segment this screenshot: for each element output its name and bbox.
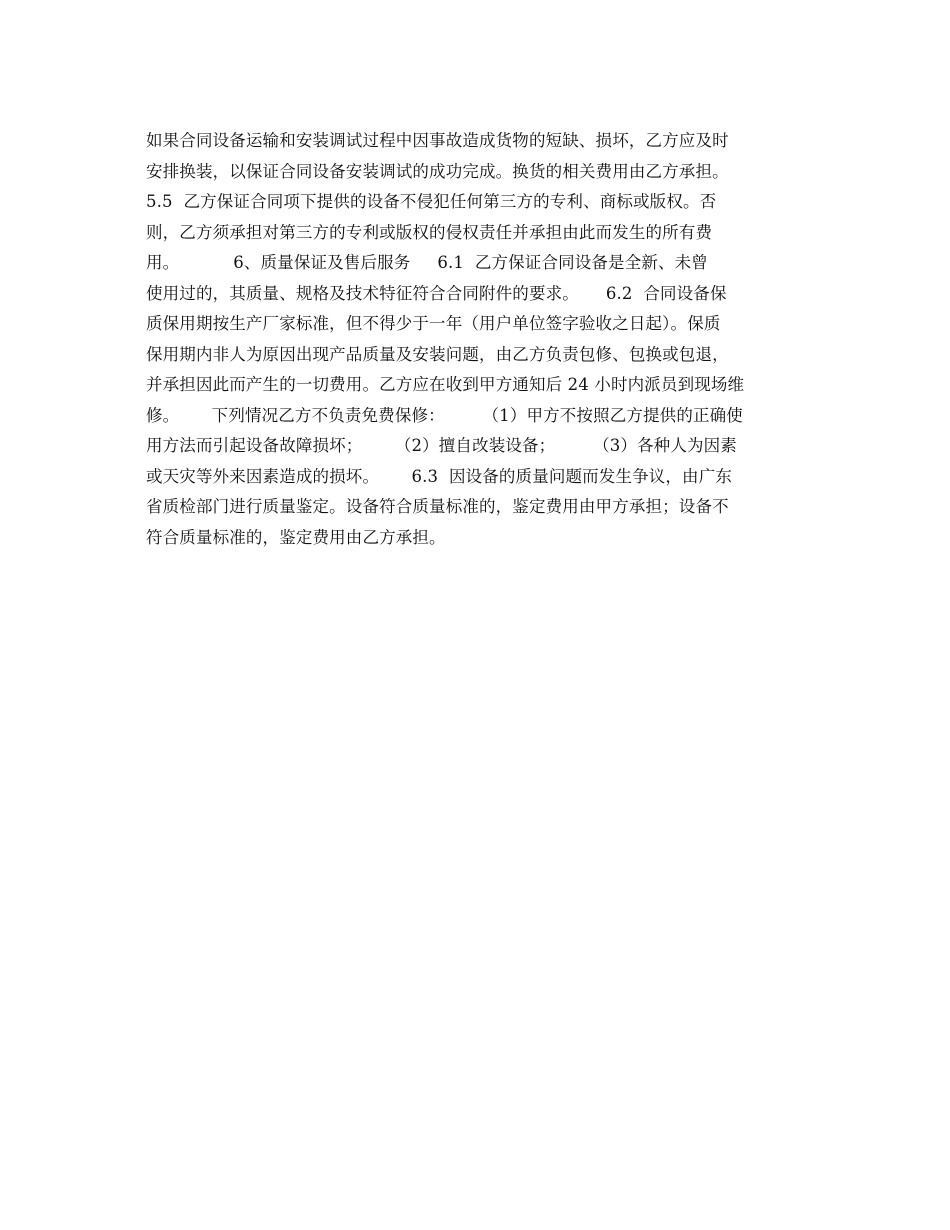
text-line: 如果合同设备运输和安装调试过程中因事故造成货物的短缺、损坏，乙方应及时 [146,131,729,150]
text-line: 安排换装，以保证合同设备安装调试的成功完成。换货的相关费用由乙方承担。 [146,161,729,181]
contract-body-text [146,126,816,553]
text-line: 用方法而引起设备故障损坏； （2）擅自改装设备； （3）各种人为因素 [146,436,737,455]
text-line: 保用期内非人为原因出现产品质量及安装问题，由乙方负责包修、包换或包退， [146,344,729,364]
text-line: 5.5 乙方保证合同项下提供的设备不侵犯任何第三方的专利、商标或版权。否 [146,192,717,211]
text-line: 或天灾等外来因素造成的损坏。 6.3 因设备的质量问题而发生争议，由广东 [146,466,732,486]
text-line: 省质检部门进行质量鉴定。设备符合质量标准的，鉴定费用由甲方承担；设备不 [146,497,729,516]
text-line: 并承担因此而产生的一切费用。乙方应在收到甲方通知后 24 小时内派员到现场维 [146,375,745,394]
text-line: 修。 下列情况乙方不负责免费保修： （1）甲方不按照乙方提供的正确使 [146,405,743,425]
text-line: 则，乙方须承担对第三方的专利或版权的侵权责任并承担由此而发生的所有费 [146,222,713,242]
text-line: 符合质量标准的，鉴定费用由乙方承担。 [146,527,446,547]
text-line: 用。 6、质量保证及售后服务 6.1 乙方保证合同设备是全新、未曾 [146,253,708,272]
text-line: 使用过的，其质量、规格及技术特征符合合同附件的要求。 6.2 合同设备保 [146,283,727,303]
text-line: 质保用期按生产厂家标准，但不得少于一年（用户单位签字验收之日起）。保质 [146,314,721,333]
